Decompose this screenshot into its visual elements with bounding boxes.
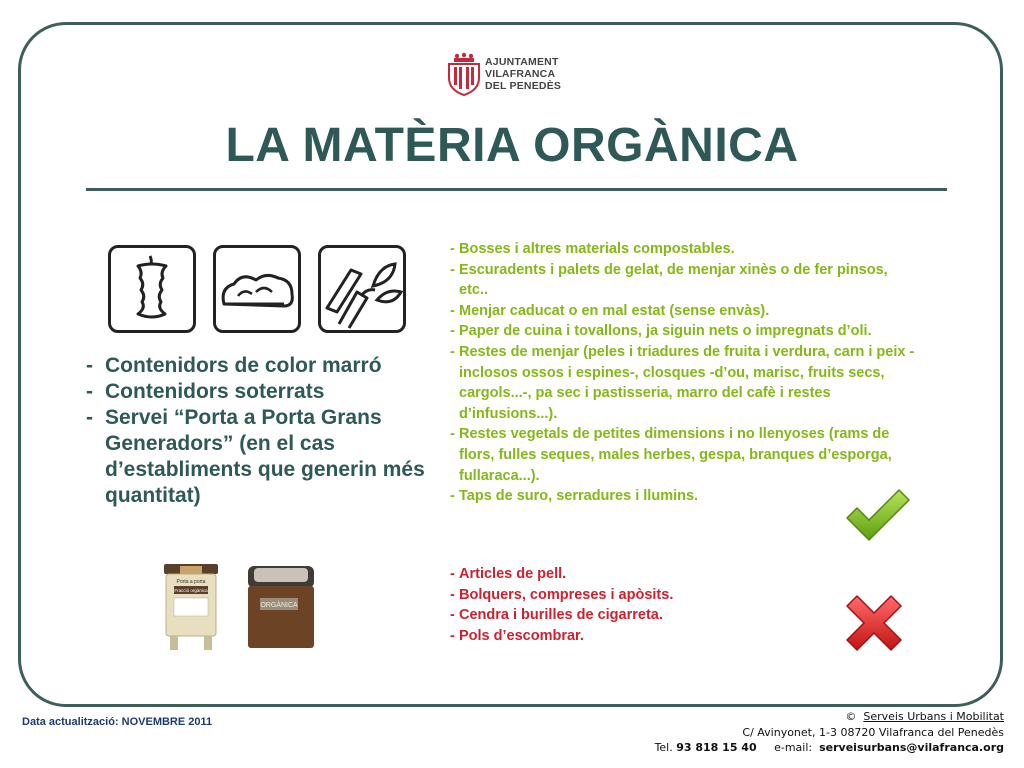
title-divider <box>86 188 947 191</box>
green-check-icon <box>843 488 913 544</box>
logo-line-3: DEL PENEDÈS <box>485 80 562 92</box>
logo-line-1: AJUNTAMENT <box>485 56 559 68</box>
bin2-label: ORGÀNICA <box>260 602 298 609</box>
phone-number: 93 818 15 40 <box>676 741 757 754</box>
list-item: - Bosses i altres materials compostables. <box>450 239 919 260</box>
page-title: LA MATÈRIA ORGÀNICA <box>225 119 799 172</box>
list-item: - Bolquers, compreses i apòsits. <box>450 585 673 606</box>
list-item: - Restes vegetals de petites dimensions i no llenyoses (rams de flors, fulles seques, males herbes, gespa, branques d’esporga, fullaraca...). <box>450 424 919 486</box>
tel-label: Tel. <box>654 741 673 754</box>
contact-block <box>655 709 1004 756</box>
update-date: Data actualització: NOVEMBRE 2011 <box>22 716 213 728</box>
service-link[interactable]: Serveis Urbans i Mobilitat <box>863 710 1004 723</box>
list-item: - Taps de suro, serradures i llumins. <box>450 486 919 507</box>
organic-bin-image <box>246 562 316 650</box>
list-item: - Paper de cuina i tovallons, ja siguin nets o impregnats d’oli. <box>450 321 919 342</box>
branch-pictogram <box>318 245 406 333</box>
email-link[interactable]: serveisurbans@vilafranca.org <box>819 741 1004 754</box>
apple-core-pictogram <box>108 245 196 333</box>
list-item: - Servei “Porta a Porta Grans Generadors” (en el cas d’establiments que generin més quantitat) <box>86 405 445 509</box>
list-item: - Articles de pell. <box>450 564 673 585</box>
email-label: e-mail: <box>774 741 813 754</box>
rejected-items-list <box>450 564 673 646</box>
list-item: - Menjar caducat o en mal estat (sense envàs). <box>450 301 919 322</box>
branch-leaves-icon <box>321 248 403 330</box>
apple-core-icon <box>111 248 193 330</box>
list-item: - Cendra i burilles de cigarreta. <box>450 605 673 626</box>
bread-pictogram <box>213 245 301 333</box>
bin1-label: Porta a porta <box>176 579 206 585</box>
copyright-symbol: © <box>845 710 857 723</box>
address: C/ Avinyonet, 1-3 08720 Vilafranca del Penedès <box>742 725 1004 739</box>
list-item: - Escuradents i palets de gelat, de menjar xinès o de fer pinsos, etc.. <box>450 260 919 301</box>
list-item: - Contenidors de color marró <box>86 353 445 379</box>
municipal-shield-icon <box>447 52 481 96</box>
accepted-items-list <box>450 239 919 507</box>
list-item: - Pols d’escombrar. <box>450 626 673 647</box>
bread-icon <box>216 248 298 330</box>
ajuntament-logo <box>447 52 577 96</box>
list-item: - Restes de menjar (peles i triadures de fruita i verdura, carn i peix -inclosos ossos i espines-, closques -d’ou, marisc, fruits secs, cargols...-, pa sec i pastisseria, marro del cafè i restes d’infusions...). <box>450 342 919 424</box>
door-to-door-bin-image <box>160 556 222 652</box>
red-cross-icon <box>843 592 905 654</box>
logo-line-2: VILAFRANCA <box>485 68 556 80</box>
container-types-list <box>86 353 445 509</box>
list-item: - Contenidors soterrats <box>86 379 445 405</box>
bin1-sublabel: Fracció orgànica <box>174 588 208 593</box>
